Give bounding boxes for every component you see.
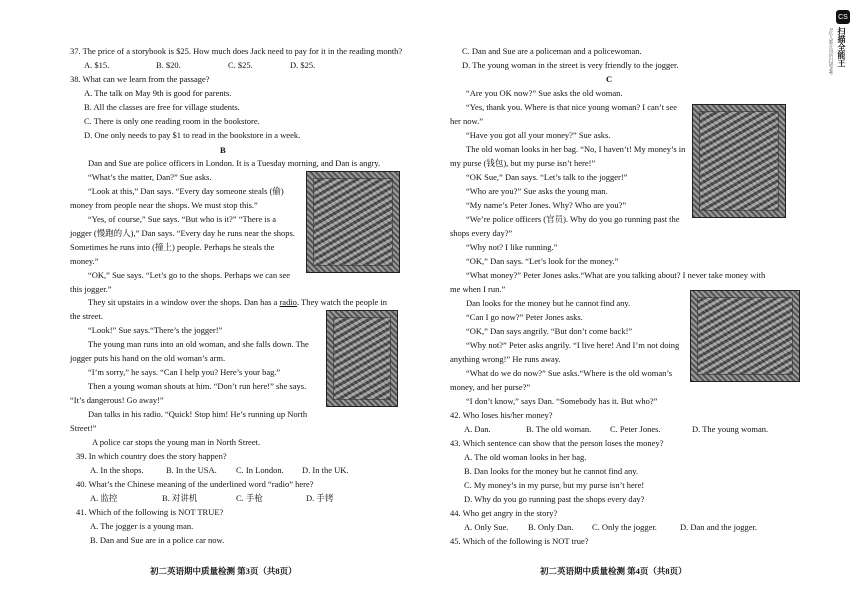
q40-option-a[interactable]: A. 监控 <box>90 493 118 503</box>
q38-option-a[interactable]: A. The talk on May 9th is good for parents. <box>84 88 232 98</box>
q44-option-b[interactable]: B. Only Dan. <box>528 522 574 532</box>
passage-b-line: money.” <box>70 256 99 266</box>
passage-b-line: Street!” <box>70 423 97 433</box>
passage-c-line: “What money?” Peter Jones asks.“What are you talking about? I never take money with <box>466 270 766 280</box>
passage-c-line: “Why not? I like running.” <box>466 242 558 252</box>
q37-option-b[interactable]: B. $20. <box>156 60 181 70</box>
passage-c-line: “OK Sue,” Dan says. “Let’s talk to the jogger!” <box>466 172 628 182</box>
passage-c-line: The old woman looks in her bag. “No, I haven’t! My money’s in <box>466 144 686 154</box>
q40-options <box>90 493 333 504</box>
pic-police-talking-street <box>692 104 786 218</box>
q37-option-d[interactable]: D. $25. <box>290 60 316 70</box>
passage-c-line: “OK,” Dan says angrily. “But don’t come back!” <box>466 326 633 336</box>
camscanner-watermark <box>829 10 852 110</box>
passage-b-line: this jogger.” <box>70 284 112 294</box>
passage-c-line: “My name’s Peter Jones. Why? Who are you?” <box>466 200 627 210</box>
page-footer-3: 初二英语期中质量检测 第3页（共8页） <box>150 566 297 576</box>
q38-option-b[interactable]: B. All the classes are free for village students. <box>84 102 240 112</box>
q37-option-a[interactable]: A. $15. <box>84 60 110 70</box>
q40-option-d[interactable]: D. 手铐 <box>306 493 334 503</box>
q41-option-d[interactable]: D. The young woman in the street is very friendly to the jogger. <box>462 60 679 70</box>
passage-b-line: money from people near the shops. We must stop this.” <box>70 200 258 210</box>
passage-b-line: “It’s dangerous! Go away!” <box>70 395 164 405</box>
q41-option-c[interactable]: C. Dan and Sue are a policeman and a policewoman. <box>462 46 642 56</box>
passage-c-line: my purse (钱包), but my purse isn’t here!” <box>450 158 596 168</box>
q44-option-d[interactable]: D. Dan and the jogger. <box>680 522 757 532</box>
passage-c-title: C <box>606 74 613 84</box>
passage-c-line: me when I run.” <box>450 284 506 294</box>
passage-b-line: A police car stops the young man in North Street. <box>92 437 261 447</box>
pic-police-officers-window <box>306 171 400 273</box>
passage-b-title: B <box>220 145 226 155</box>
passage-b-line: the street. <box>70 311 104 321</box>
pic-crowd-street <box>690 290 800 382</box>
passage-b-line: “What’s the matter, Dan?” Sue asks. <box>88 172 212 182</box>
q38-option-c[interactable]: C. There is only one reading room in the bookstore. <box>84 116 260 126</box>
passage-b-line: “I’m sorry,” he says. “Can I help you? Here’s your bag.” <box>88 367 281 377</box>
q44-stem: 44. Who get angry in the story? <box>450 508 558 518</box>
passage-b-line: The young man runs into an old woman, and she falls down. The <box>88 339 309 349</box>
passage-c-line: money, and her purse?” <box>450 382 531 392</box>
q38-option-d[interactable]: D. One only needs to pay $1 to read in the bookstore in a week. <box>84 130 301 140</box>
q39-option-c[interactable]: C. In London. <box>236 465 284 475</box>
passage-b-radio-line: They sit upstairs in a window over the shops. Dan has a radio. They watch the people in <box>88 297 387 307</box>
q41-stem: 41. Which of the following is NOT TRUE? <box>76 507 224 517</box>
q41-option-a[interactable]: A. The jogger is a young man. <box>90 521 194 531</box>
camscanner-logo-icon: CS <box>836 10 850 24</box>
q44-option-a[interactable]: A. Only Sue. <box>464 522 509 532</box>
q42-options <box>464 424 768 435</box>
passage-c-line: “Are you OK now?” Sue asks the old woman. <box>466 88 623 98</box>
q43-stem: 43. Which sentence can show that the person loses the money? <box>450 438 664 448</box>
page-footer-4: 初二英语期中质量检测 第4页（共8页） <box>540 566 687 576</box>
passage-c-line: “What do we do now?” Sue asks.“Where is the old woman’s <box>466 368 673 378</box>
q39-option-d[interactable]: D. In the UK. <box>302 465 349 475</box>
right-page <box>430 0 830 608</box>
q37-option-c[interactable]: C. $25. <box>228 60 253 70</box>
passage-c-line: “I don’t know,” says Dan. “Somebody has it. But who?” <box>466 396 658 406</box>
passage-c-line: “Who are you?” Sue asks the young man. <box>466 186 608 196</box>
q42-option-a[interactable]: A. Dan. <box>464 424 491 434</box>
q41-option-b[interactable]: B. Dan and Sue are in a police car now. <box>90 535 225 545</box>
camscanner-name: 扫描全能王 <box>837 27 846 67</box>
q42-option-d[interactable]: D. The young woman. <box>692 424 769 434</box>
q38-stem: 38. What can we learn from the passage? <box>70 74 210 84</box>
passage-c-line: “Yes, thank you. Where is that nice young woman? I can’t see <box>466 102 678 112</box>
passage-b-line: Then a young woman shouts at him. “Don’t run here!” she says. <box>88 381 307 391</box>
q37-options <box>84 60 315 71</box>
passage-c-line: anything wrong!” He runs away. <box>450 354 561 364</box>
passage-b-line: Sometimes he runs into (撞上) people. Perhaps he steals the <box>70 242 275 252</box>
q40-option-c[interactable]: C. 手枪 <box>236 493 263 503</box>
q42-stem: 42. Who loses his/her money? <box>450 410 553 420</box>
q44-options <box>464 522 757 533</box>
q40-option-b[interactable]: B. 对讲机 <box>162 493 198 503</box>
left-page <box>0 0 403 608</box>
passage-c-line: shops every day?” <box>450 228 513 238</box>
passage-b-line: “Look at this,” Dan says. “Every day someone steals (偷) <box>88 186 284 196</box>
passage-c-line: Dan looks for the money but he cannot find any. <box>466 298 631 308</box>
q43-option-a[interactable]: A. The old woman looks in her bag. <box>464 452 587 462</box>
q43-option-d[interactable]: D. Why do you go running past the shops every day? <box>464 494 645 504</box>
underlined-word-radio: radio <box>279 297 297 307</box>
q39-option-a[interactable]: A. In the shops. <box>90 465 144 475</box>
passage-b-line: “Yes, of course,” Sue says. “But who is it?” “There is a <box>88 214 276 224</box>
passage-b-line: “Look!” Sue says.“There’s the jogger!” <box>88 325 223 335</box>
camscanner-tagline: 3亿人都在用的扫描App <box>829 28 834 75</box>
q39-option-b[interactable]: B. In the USA. <box>166 465 217 475</box>
q42-option-c[interactable]: C. Peter Jones. <box>610 424 661 434</box>
q43-option-b[interactable]: B. Dan looks for the money but he cannot find any. <box>464 466 639 476</box>
q45-stem: 45. Which of the following is NOT true? <box>450 536 589 546</box>
q37-stem: 37. The price of a storybook is $25. How much does Jack need to pay for it in the reading month? <box>70 46 403 56</box>
q39-options <box>90 465 349 476</box>
q44-option-c[interactable]: C. Only the jogger. <box>592 522 657 532</box>
passage-b-line: Dan and Sue are police officers in London. It is a Tuesday morning, and Dan is angry. <box>88 158 381 168</box>
passage-c-line: “Why not?” Peter asks angrily. “I live here! And I’m not doing <box>466 340 680 350</box>
q42-option-b[interactable]: B. The old woman. <box>526 424 592 434</box>
passage-b-line: jogger (慢跑的人),” Dan says. “Every day he runs near the shops. <box>70 228 295 238</box>
pic-jogger-old-woman <box>326 310 398 407</box>
passage-c-line: “OK,” Dan says. “Let’s look for the money.” <box>466 256 619 266</box>
passage-b-line: “OK,” Sue says. “Let’s go to the shops. Perhaps we can see <box>88 270 291 280</box>
passage-c-line: “We’re police officers (官员). Why do you go running past the <box>466 214 680 224</box>
passage-c-line: “Have you got all your money?” Sue asks. <box>466 130 611 140</box>
passage-c-line: her now.” <box>450 116 483 126</box>
q40-stem: 40. What’s the Chinese meaning of the underlined word “radio” here? <box>76 479 314 489</box>
q43-option-c[interactable]: C. My money’s in my purse, but my purse isn’t here! <box>464 480 645 490</box>
passage-b-line: jogger puts his hand on the old woman’s arm. <box>70 353 226 363</box>
passage-b-line: Dan talks in his radio. “Quick! Stop him! He’s running up North <box>88 409 308 419</box>
q39-stem: 39. In which country does the story happen? <box>76 451 227 461</box>
passage-c-line: “Can I go now?” Peter Jones asks. <box>466 312 583 322</box>
